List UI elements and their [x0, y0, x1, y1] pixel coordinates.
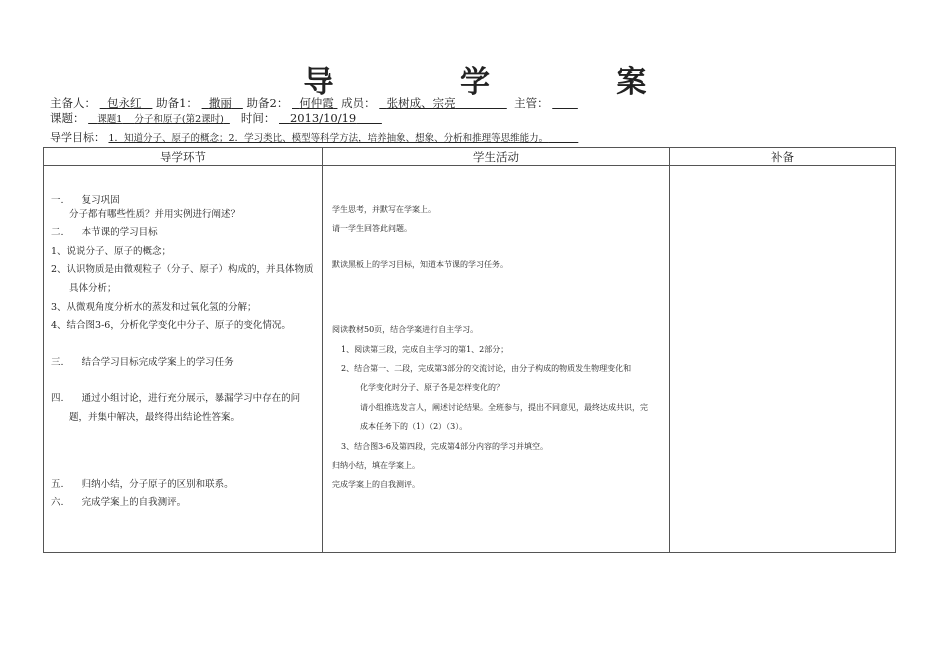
meta-line-people — [50, 95, 578, 111]
activity-line: 1、阅读第三段，完成自主学习的第1、2部分； — [341, 344, 509, 354]
step-line: 五. 归纳小结，分子原子的区别和联系。 — [51, 478, 234, 490]
activity-line: 归纳小结，填在学案上。 — [332, 461, 420, 471]
topic-value: 课题1 分子和原子(第2课时) — [97, 114, 224, 125]
activities-cell — [323, 166, 670, 553]
steps-cell — [44, 166, 323, 553]
meta-line-topic — [50, 110, 382, 126]
step-line: 3、从微观角度分析水的蒸发和过氧化氢的分解； — [51, 301, 257, 313]
assistant2-label: 助备2： — [246, 96, 289, 110]
activity-line: 请一学生回答此问题。 — [332, 224, 412, 234]
assistant1-label: 助备1： — [156, 96, 198, 110]
step-line: 二. 本节课的学习目标 — [51, 227, 158, 239]
header-notes: 补备 — [670, 148, 896, 166]
activity-line: 3、结合图3-6及第四段，完成第4部分内容的学习并填空。 — [341, 441, 549, 451]
assistant2-value: 何仲霞 — [299, 96, 334, 110]
supervisor-label: 主管： — [514, 96, 549, 110]
assistant1-value: 撒丽 — [208, 96, 232, 110]
time-label: 时间： — [240, 111, 276, 125]
step-line: 分子都有哪些性质？并用实例进行阐述？ — [69, 208, 241, 220]
header-activities: 学生活动 — [323, 148, 670, 166]
step-line: 题，并集中解决，最终得出结论性答案。 — [69, 411, 241, 423]
supervisor-value — [552, 96, 578, 110]
page-title: 导 学 案 — [303, 65, 705, 100]
notes-cell[interactable] — [670, 166, 896, 553]
step-line: 三. 结合学习目标完成学案上的学习任务 — [51, 356, 234, 368]
activity-line: 完成学案上的自我测评。 — [332, 480, 420, 490]
goal-label: 导学目标： — [50, 131, 105, 144]
step-line: 一. 复习巩固 — [51, 195, 120, 206]
preparer-label: 主备人： — [50, 96, 96, 110]
goal-value: 1．知道分子、原子的概念；2．学习类比、模型等科学方法，培养抽象、想象、分析和推理等思维能力。 — [108, 133, 549, 144]
lesson-table — [43, 147, 896, 553]
header-steps: 导学环节 — [44, 148, 323, 166]
step-line: 2、认识物质是由微观粒子（分子、原子）构成的，并具体物质 — [51, 264, 314, 276]
step-line: 1、说说分子、原子的概念； — [51, 245, 172, 257]
step-line: 4、结合图3-6，分析化学变化中分子、原子的变化情况。 — [51, 320, 291, 332]
activity-line: 成本任务下的（1）（2）（3）。 — [360, 422, 468, 432]
time-value: 2013/10/19 — [289, 111, 357, 125]
activity-line: 2、结合第一、二段，完成第3部分的交流讨论，由分子构成的物质发生物理变化和 — [341, 364, 632, 374]
step-line: 四. 通过小组讨论，进行充分展示，暴漏学习中存在的问 — [51, 393, 301, 405]
step-line: 具体分析； — [69, 282, 117, 294]
meta-line-goal — [50, 129, 578, 145]
activity-line: 阅读教材50页，结合学案进行自主学习。 — [332, 325, 479, 335]
members-label: 成员： — [341, 96, 376, 110]
activity-line: 化学变化时分子、原子各是怎样变化的？ — [360, 383, 504, 393]
members-value: 张树成、宗亮 — [386, 96, 456, 110]
step-line: 六. 完成学案上的自我测评。 — [51, 497, 187, 509]
activity-line: 默读黑板上的学习目标，知道本节课的学习任务。 — [332, 259, 508, 269]
topic-label: 课题： — [50, 111, 85, 125]
activity-line: 学生思考，并默写在学案上。 — [332, 205, 436, 214]
preparer-value: 包永红 — [106, 96, 142, 110]
activity-line: 请小组推选发言人，阐述讨论结果。全班参与，提出不同意见，最终达成共识，完 — [360, 402, 648, 412]
